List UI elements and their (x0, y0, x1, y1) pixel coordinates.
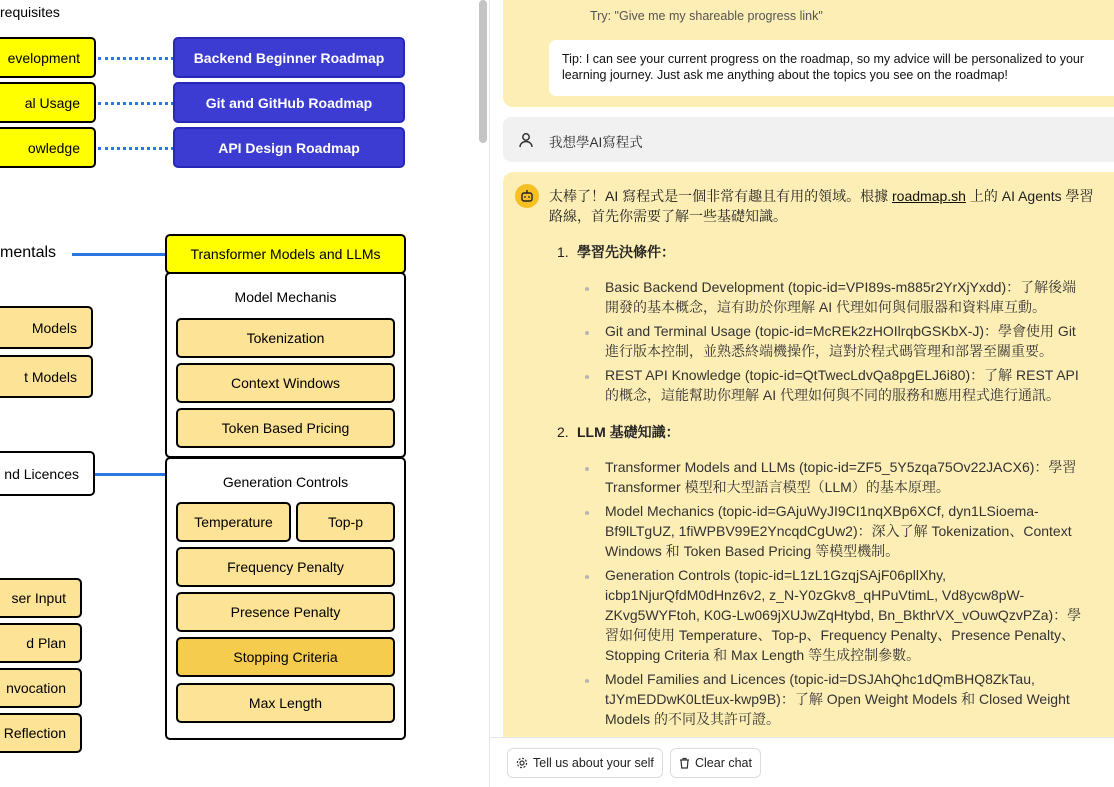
connector-line (95, 473, 167, 476)
list-item-line: Model Families and Licences (topic-id=DSJAhQhc1dQmBHQ8ZkTau, (605, 671, 1035, 687)
bullet (585, 287, 589, 291)
tip-box: Tip: I can see your current progress on the roadmap, so my advice will be personalized to your learning journey. Just ask me anything about the topics you see on the roadmap! (549, 40, 1114, 96)
list-item-line: tJYmEDDwK0LtEux-kwp9B)：了解 Open Weight Models 和 Closed Weight (605, 691, 1070, 707)
connector-line (72, 253, 166, 256)
prerequisites-label: requisites (0, 4, 60, 20)
group-title: Model Mechanis (234, 289, 337, 305)
temperature-node[interactable]: Temperature (176, 502, 291, 542)
user-message (503, 117, 1114, 162)
token-pricing-node[interactable]: Token Based Pricing (176, 408, 395, 448)
connector-dotted (98, 102, 174, 105)
bullet (585, 375, 589, 379)
bullet (585, 467, 589, 471)
about-yourself-label: Tell us about your self (533, 756, 654, 770)
bullet (585, 575, 589, 579)
list-item-line: 開發的基本概念，這有助於你理解 AI 代理如何與伺服器和資料庫互動。 (605, 299, 1047, 315)
presence-penalty-node[interactable]: Presence Penalty (176, 592, 395, 632)
panel-scrollbar[interactable] (476, 0, 490, 787)
clear-chat-button[interactable] (670, 748, 761, 778)
connector-dotted (98, 57, 174, 60)
list-item (605, 669, 1114, 729)
backend-roadmap-link[interactable]: Backend Beginner Roadmap (173, 37, 405, 78)
bullet (585, 511, 589, 515)
fundamentals-label: mentals (0, 244, 57, 261)
prereq-git-node[interactable]: al Usage (0, 82, 96, 123)
user-message-text: 我想學AI寫程式 (549, 135, 643, 150)
list-item-line: 進行版本控制，並熟悉終端機操作，這對於程式碼管理和部署至關重要。 (605, 343, 1053, 359)
list-item-line: Transformer Models and LLMs (topic-id=ZF5_5Y5zqa75Ov22JACX6)：學習 (605, 459, 1077, 475)
gear-icon (516, 757, 528, 769)
list-item-line: Transformer 模型和大型語言模型（LLM）的基本原理。 (605, 479, 950, 495)
list-item-line: ZKvg5WYFtoh, K0G-Lw069jXUJwZqHtybd, Bn_BkthrVX_vOuwQzvPZa)：學 (605, 607, 1082, 623)
clear-chat-label: Clear chat (695, 756, 752, 770)
context-windows-node[interactable]: Context Windows (176, 363, 395, 403)
list-item-line: REST API Knowledge (topic-id=QtTwecLdvQa8pgELJ6i80)：了解 REST API (605, 367, 1079, 383)
user-input-node[interactable]: ser Input (0, 578, 82, 618)
assistant-message (503, 172, 1114, 752)
chat-panel (490, 0, 1114, 787)
roadmap-link[interactable]: roadmap.sh (892, 188, 966, 204)
git-roadmap-link[interactable]: Git and GitHub Roadmap (173, 82, 405, 123)
list-item-line: 的概念，這能幫助你理解 AI 代理如何與不同的服務和應用程式進行通訊。 (605, 387, 1061, 403)
frequency-penalty-node[interactable]: Frequency Penalty (176, 547, 395, 587)
invocation-node[interactable]: nvocation (0, 668, 82, 708)
closed-weight-models-node[interactable]: t Models (0, 355, 93, 398)
list-item-line: Models 的不同及其許可證。 (605, 711, 781, 727)
top-p-node[interactable]: Top-p (296, 502, 395, 542)
model-families-node[interactable]: nd Licences (0, 451, 95, 496)
list-item-line: Model Mechanics (topic-id=GAjuWyJI9CI1nqXBp6XCf, dyn1LSioema- (605, 503, 1039, 519)
list-item (605, 501, 1114, 561)
max-length-node[interactable]: Max Length (176, 683, 395, 723)
list-item-line: Git and Terminal Usage (topic-id=McREk2zHOIlrqbGSKbX-J)：學會使用 Git (605, 323, 1076, 339)
about-yourself-button[interactable] (507, 748, 663, 778)
list-item-line: icbp1NjurQfdM0dHnz6v2, z_N-Y0zGkv8_qHPuVtimL, Vd8ycw8pW- (605, 587, 1025, 603)
bot-icon (515, 184, 539, 208)
roadmap-canvas[interactable] (0, 0, 476, 787)
list-item (605, 457, 1114, 497)
plan-node[interactable]: d Plan (0, 623, 82, 663)
list-item-line: Stopping Criteria 和 Max Length 等生成控制參數。 (605, 647, 921, 663)
section-number: 2. (557, 424, 569, 440)
connector-dotted (98, 147, 174, 150)
list-item (605, 565, 1114, 665)
list-item-line: Bf9lLTgUZ, 1fiWPBV99E2YncqdCgUw2)：深入了解 Tokenization、Context (605, 523, 1072, 539)
api-design-roadmap-link[interactable]: API Design Roadmap (173, 127, 405, 168)
reflection-node[interactable]: Reflection (0, 713, 82, 753)
group-title: Generation Controls (222, 474, 349, 490)
bullet (585, 331, 589, 335)
transformer-models-node[interactable]: Transformer Models and LLMs (165, 234, 406, 274)
intro-text-a: 太棒了！AI 寫程式是一個非常有趣且有用的領域。根據 (549, 188, 893, 204)
scrollbar-thumb[interactable] (479, 0, 487, 143)
bullet (585, 679, 589, 683)
try-hint: Try: "Give me my shareable progress link" (590, 9, 823, 23)
stopping-criteria-node[interactable]: Stopping Criteria (176, 637, 395, 677)
list-item (605, 321, 1114, 361)
section-title: LLM 基礎知識： (577, 424, 680, 440)
tokenization-node[interactable]: Tokenization (176, 318, 395, 358)
prereq-api-node[interactable]: owledge (0, 127, 96, 168)
list-item (605, 277, 1114, 317)
intro-text-b: 上的 AI Agents 學習 (965, 188, 1094, 204)
prereq-backend-node[interactable]: evelopment (0, 37, 96, 78)
intro-text-line2: 路線，首先你需要了解一些基礎知識。 (549, 208, 787, 224)
chat-footer (490, 737, 1114, 787)
user-icon (514, 128, 538, 152)
list-item-line: Generation Controls (topic-id=L1zL1GzqjSAjF06pllXhy, (605, 567, 946, 583)
open-weight-models-node[interactable]: Models (0, 306, 93, 349)
list-item (605, 365, 1114, 405)
section-number: 1. (557, 244, 569, 260)
list-item-line: Windows 和 Token Based Pricing 等模型機制。 (605, 543, 900, 559)
trash-icon (679, 757, 690, 769)
list-item-line: Basic Backend Development (topic-id=VPI89s-m885r2YrXjYxdd)：了解後端 (605, 279, 1077, 295)
assistant-welcome-message (503, 0, 1114, 107)
list-item-line: 習如何使用 Temperature、Top-p、Frequency Penalty、Presence Penalty、 (605, 627, 1075, 643)
section-title: 學習先決條件： (577, 244, 675, 260)
